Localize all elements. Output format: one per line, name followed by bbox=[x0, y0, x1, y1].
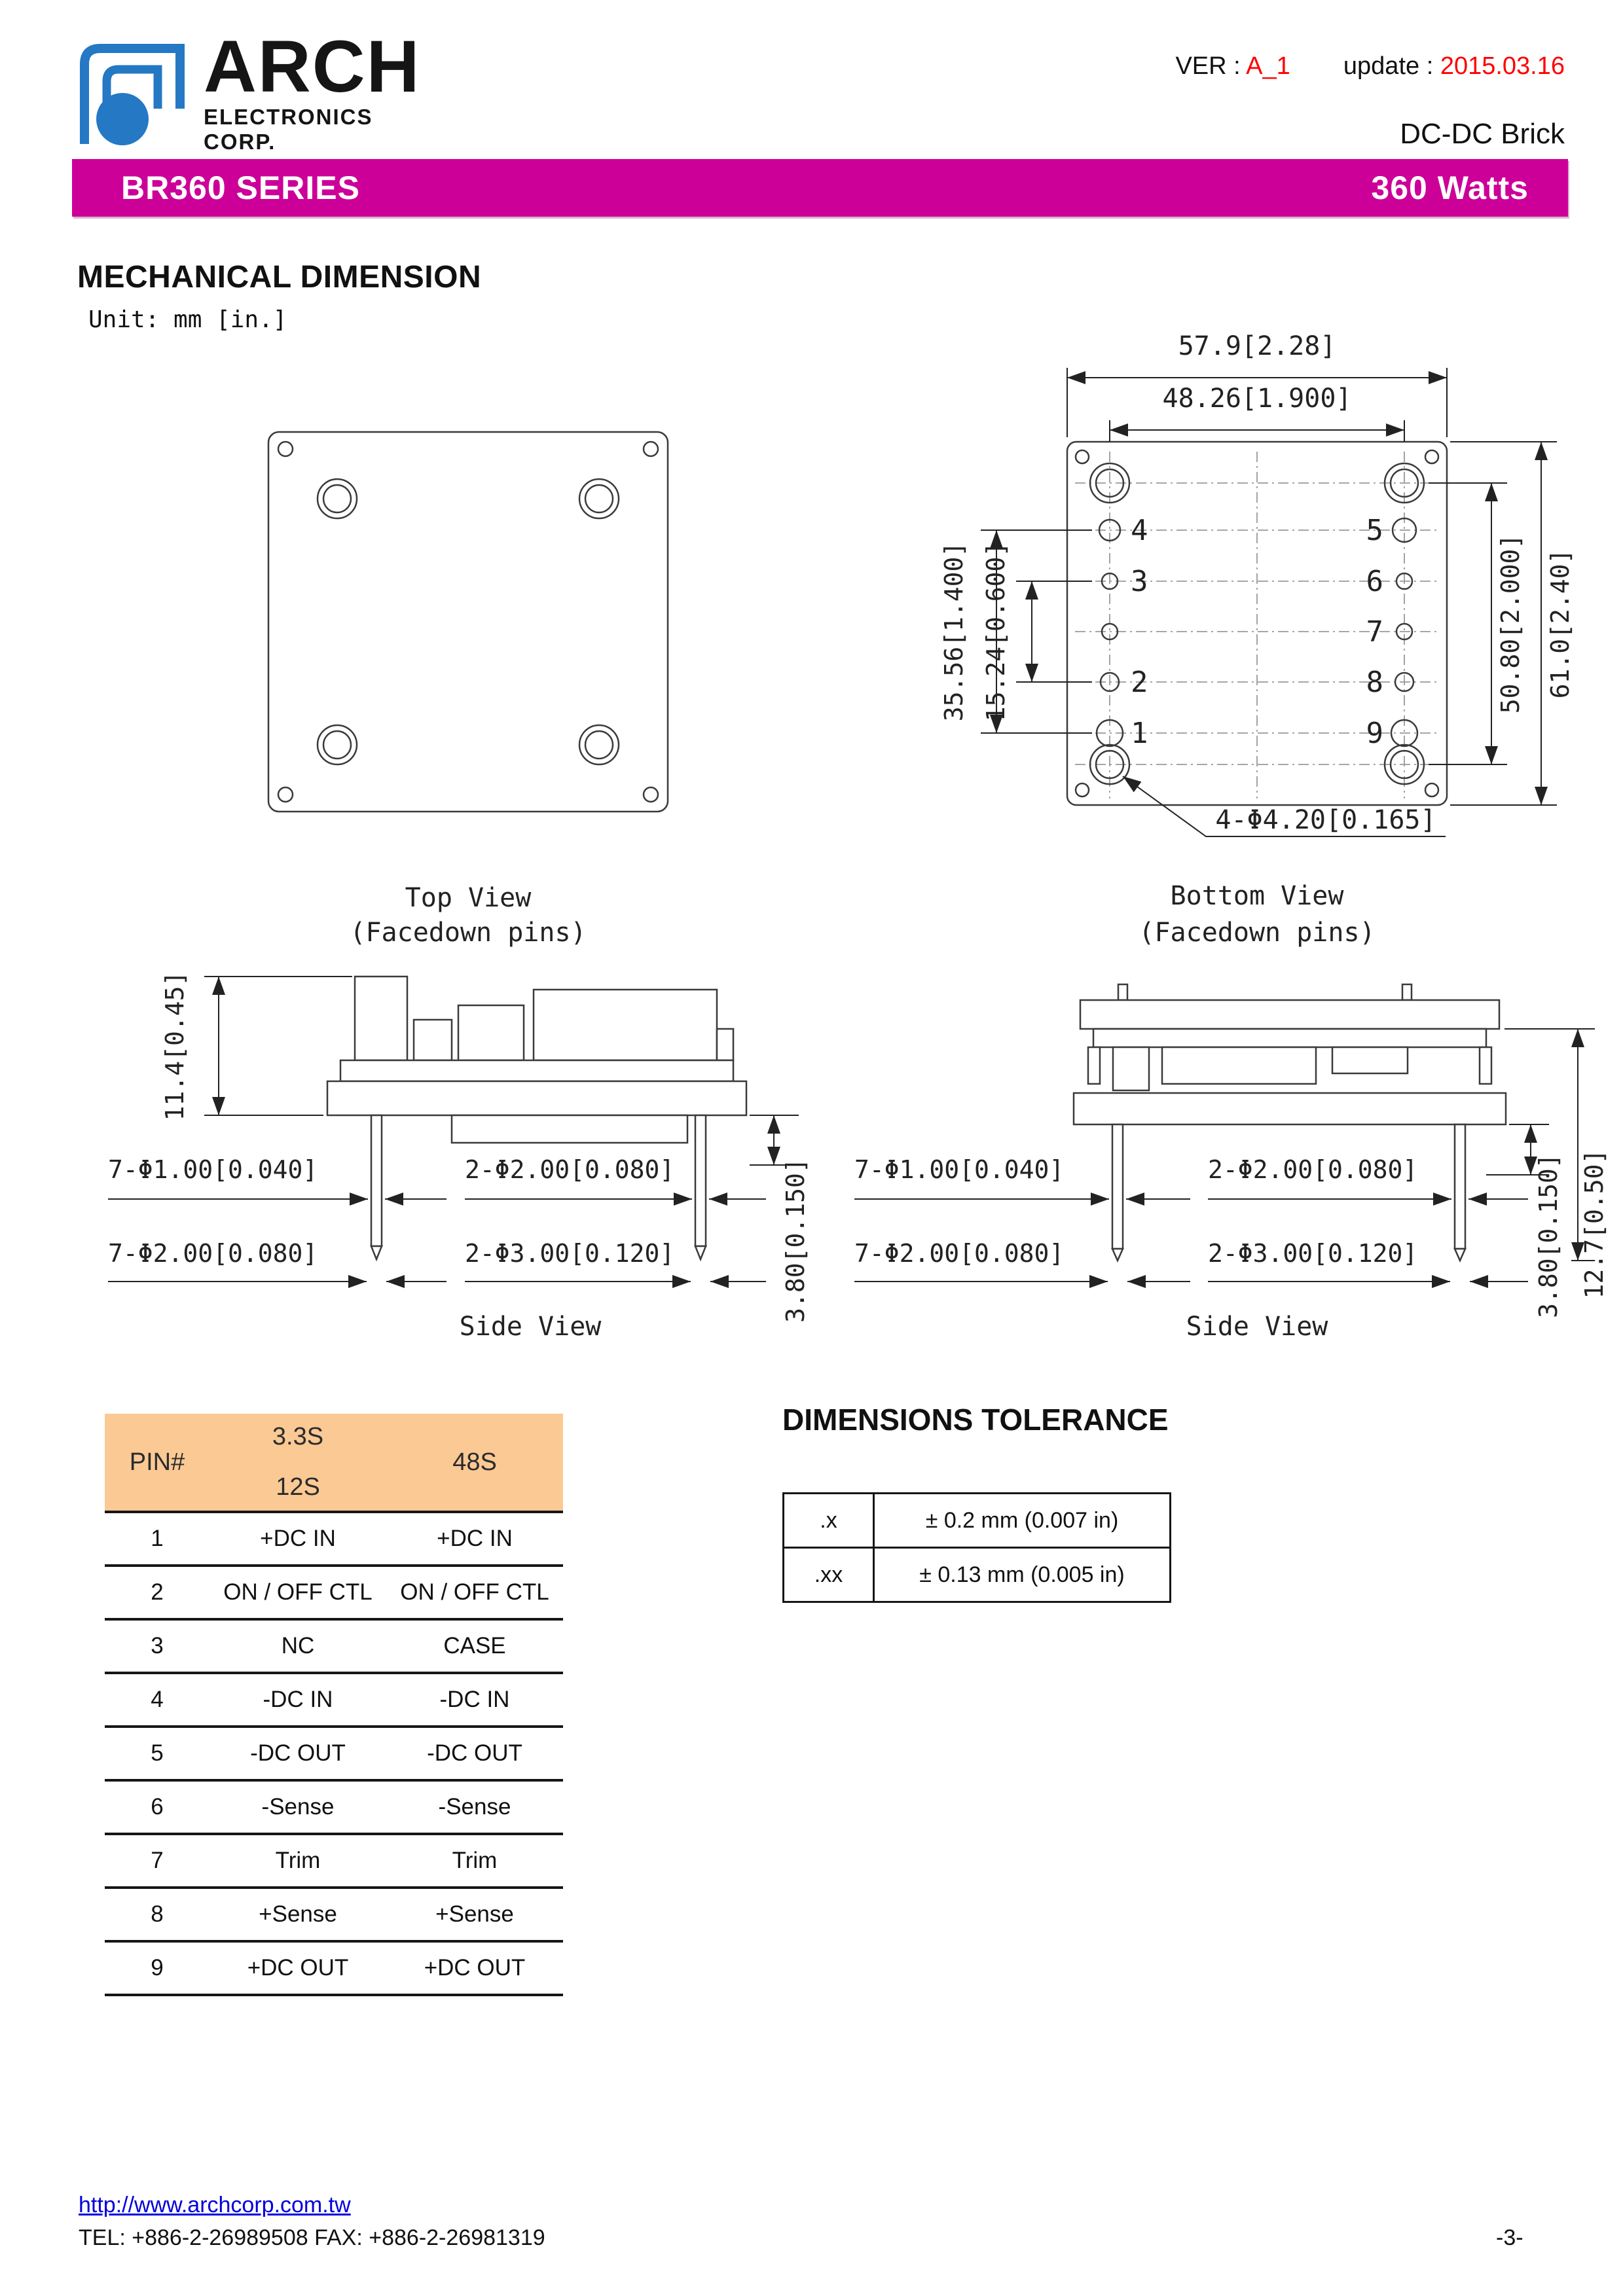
pin-cell-number: 6 bbox=[151, 1794, 164, 1820]
series-banner bbox=[72, 159, 1568, 217]
side-view-left-drawing bbox=[108, 971, 810, 1342]
bottom-view-drawing bbox=[939, 331, 1575, 948]
dim-pin-power-small-left: 2-Φ2.00[0.080] bbox=[465, 1155, 675, 1184]
dim-pin-total-right: 12.7[0.50] bbox=[1580, 1149, 1609, 1299]
pin-cell-a: +DC OUT bbox=[247, 1955, 349, 1981]
pin-cell-b: CASE bbox=[443, 1633, 506, 1659]
tolerance-key: .x bbox=[784, 1494, 875, 1547]
pin-cell-b: ON / OFF CTL bbox=[400, 1579, 549, 1605]
product-type: DC-DC Brick bbox=[1400, 118, 1565, 150]
bottom-view-caption: Bottom View bbox=[1170, 881, 1344, 911]
top-view-caption: Top View bbox=[405, 883, 532, 913]
version-value: A_1 bbox=[1246, 52, 1290, 80]
pin-number-8: 8 bbox=[1366, 666, 1383, 699]
dim-left-outer: 35.56[1.400] bbox=[939, 541, 968, 722]
pin-cell-a: +DC IN bbox=[260, 1526, 336, 1551]
pin-table-header bbox=[105, 1414, 563, 1511]
pin-cell-b: +Sense bbox=[435, 1901, 514, 1927]
pin-table-row-7 bbox=[105, 1833, 563, 1886]
pin-cell-number: 7 bbox=[151, 1848, 164, 1873]
mechanical-drawing bbox=[46, 314, 1617, 1348]
side-view-left-caption: Side View bbox=[459, 1312, 602, 1342]
tolerance-row-xx bbox=[784, 1547, 1169, 1601]
pin-cell-number: 1 bbox=[151, 1526, 164, 1551]
unit-note: Unit: mm [in.] bbox=[88, 306, 287, 333]
pin-number-9: 9 bbox=[1366, 717, 1383, 750]
pin-cell-b: +DC OUT bbox=[424, 1955, 526, 1981]
pin-cell-a: Trim bbox=[275, 1848, 321, 1873]
pin-cell-b: -DC IN bbox=[439, 1687, 510, 1712]
pin-table bbox=[105, 1414, 563, 1996]
dim-pin-shoulder-left: 3.80[0.150] bbox=[781, 1158, 810, 1323]
model-col-header-b: 48S bbox=[452, 1448, 497, 1476]
tolerance-key: .xx bbox=[784, 1549, 875, 1601]
footer-contact: TEL: +886-2-26989508 FAX: +886-2-26981319 bbox=[79, 2225, 545, 2250]
side-view-right-drawing bbox=[854, 984, 1609, 1342]
section-title: MECHANICAL DIMENSION bbox=[77, 260, 482, 295]
pin-number-1: 1 bbox=[1131, 717, 1148, 750]
dim-right-outer: 61.0[2.40] bbox=[1546, 548, 1575, 699]
dim-pin-power-large-right: 2-Φ3.00[0.120] bbox=[1208, 1239, 1418, 1268]
pin-cell-a: NC bbox=[281, 1633, 315, 1659]
pin-table-row-2 bbox=[105, 1564, 563, 1618]
dim-pin-power-large-left: 2-Φ3.00[0.120] bbox=[465, 1239, 675, 1268]
series-title: BR360 SERIES bbox=[121, 170, 360, 206]
model-col-header-a bbox=[210, 1414, 386, 1511]
pin-number-6: 6 bbox=[1366, 565, 1383, 598]
pin-table-row-5 bbox=[105, 1725, 563, 1779]
tolerance-row-x bbox=[784, 1494, 1169, 1547]
update-label: update : bbox=[1343, 52, 1434, 80]
pin-table-row-9 bbox=[105, 1940, 563, 1996]
pin-cell-a: -DC IN bbox=[263, 1687, 333, 1712]
pin-cell-a: +Sense bbox=[259, 1901, 337, 1927]
pin-table-row-4 bbox=[105, 1672, 563, 1725]
watts-label: 360 Watts bbox=[1371, 170, 1529, 206]
bottom-view-caption-sub: (Facedown pins) bbox=[1139, 918, 1376, 948]
pin-cell-number: 2 bbox=[151, 1579, 164, 1605]
brand-subtitle: ELECTRONICS CORP. bbox=[204, 105, 373, 154]
dim-pin-large-left: 7-Φ2.00[0.080] bbox=[108, 1239, 318, 1268]
model-3v3s-label: 3.3S bbox=[272, 1423, 324, 1450]
pin-number-5: 5 bbox=[1366, 514, 1383, 547]
pin-cell-b: -Sense bbox=[438, 1794, 511, 1820]
pin-number-2: 2 bbox=[1131, 666, 1148, 699]
tolerance-value: ± 0.13 mm (0.005 in) bbox=[919, 1562, 1125, 1587]
pin-col-header: PIN# bbox=[129, 1448, 185, 1476]
dim-width-inner: 48.26[1.900] bbox=[1162, 384, 1352, 414]
pin-cell-number: 8 bbox=[151, 1901, 164, 1927]
side-view-right-caption: Side View bbox=[1186, 1312, 1328, 1342]
tolerance-table bbox=[782, 1492, 1171, 1603]
pin-cell-b: -DC OUT bbox=[427, 1740, 522, 1766]
pin-table-row-6 bbox=[105, 1779, 563, 1833]
top-view-drawing bbox=[268, 432, 668, 948]
pin-cell-number: 5 bbox=[151, 1740, 164, 1766]
page-number: -3- bbox=[1496, 2225, 1523, 2250]
dim-width-outer: 57.9[2.28] bbox=[1178, 331, 1336, 361]
pin-cell-a: ON / OFF CTL bbox=[223, 1579, 373, 1605]
header-logo bbox=[75, 26, 442, 154]
arch-logo-icon bbox=[75, 35, 196, 145]
hole-callout: 4-Φ4.20[0.165] bbox=[1215, 805, 1436, 835]
pin-cell-b: +DC IN bbox=[437, 1526, 513, 1551]
version-label: VER : bbox=[1175, 52, 1241, 80]
pin-cell-b: Trim bbox=[452, 1848, 498, 1873]
pin-table-row-3 bbox=[105, 1618, 563, 1672]
dim-pin-small-right: 7-Φ1.00[0.040] bbox=[854, 1155, 1065, 1184]
pin-cell-number: 3 bbox=[151, 1633, 164, 1659]
logo-text bbox=[204, 26, 442, 154]
model-12s-label: 12S bbox=[276, 1473, 320, 1501]
pin-cell-a: -DC OUT bbox=[250, 1740, 346, 1766]
top-view-caption-sub: (Facedown pins) bbox=[350, 918, 587, 948]
tolerance-title: DIMENSIONS TOLERANCE bbox=[782, 1403, 1169, 1437]
dim-pin-small-left: 7-Φ1.00[0.040] bbox=[108, 1155, 318, 1184]
dim-pin-large-right: 7-Φ2.00[0.080] bbox=[854, 1239, 1065, 1268]
footer-website-link[interactable]: http://www.archcorp.com.tw bbox=[79, 2193, 351, 2217]
brand-name: ARCH bbox=[204, 26, 421, 107]
dim-body-height: 11.4[0.45] bbox=[160, 971, 189, 1121]
pin-number-3: 3 bbox=[1131, 565, 1148, 598]
version-line bbox=[1175, 52, 1565, 81]
pin-cell-number: 9 bbox=[151, 1955, 164, 1981]
pin-number-4: 4 bbox=[1131, 514, 1148, 547]
pin-table-row-8 bbox=[105, 1886, 563, 1940]
pin-table-row-1 bbox=[105, 1511, 563, 1564]
pin-cell-number: 4 bbox=[151, 1687, 164, 1712]
pin-number-7: 7 bbox=[1366, 615, 1383, 649]
dim-pin-shoulder-right: 3.80[0.150] bbox=[1534, 1153, 1563, 1318]
dim-pin-power-small-right: 2-Φ2.00[0.080] bbox=[1208, 1155, 1418, 1184]
update-value: 2015.03.16 bbox=[1440, 52, 1565, 80]
pin-cell-a: -Sense bbox=[261, 1794, 335, 1820]
dim-left-inner: 15.24[0.600] bbox=[981, 541, 1010, 722]
dim-right-inner: 50.80[2.000] bbox=[1496, 533, 1525, 714]
tolerance-value: ± 0.2 mm (0.007 in) bbox=[925, 1507, 1119, 1533]
